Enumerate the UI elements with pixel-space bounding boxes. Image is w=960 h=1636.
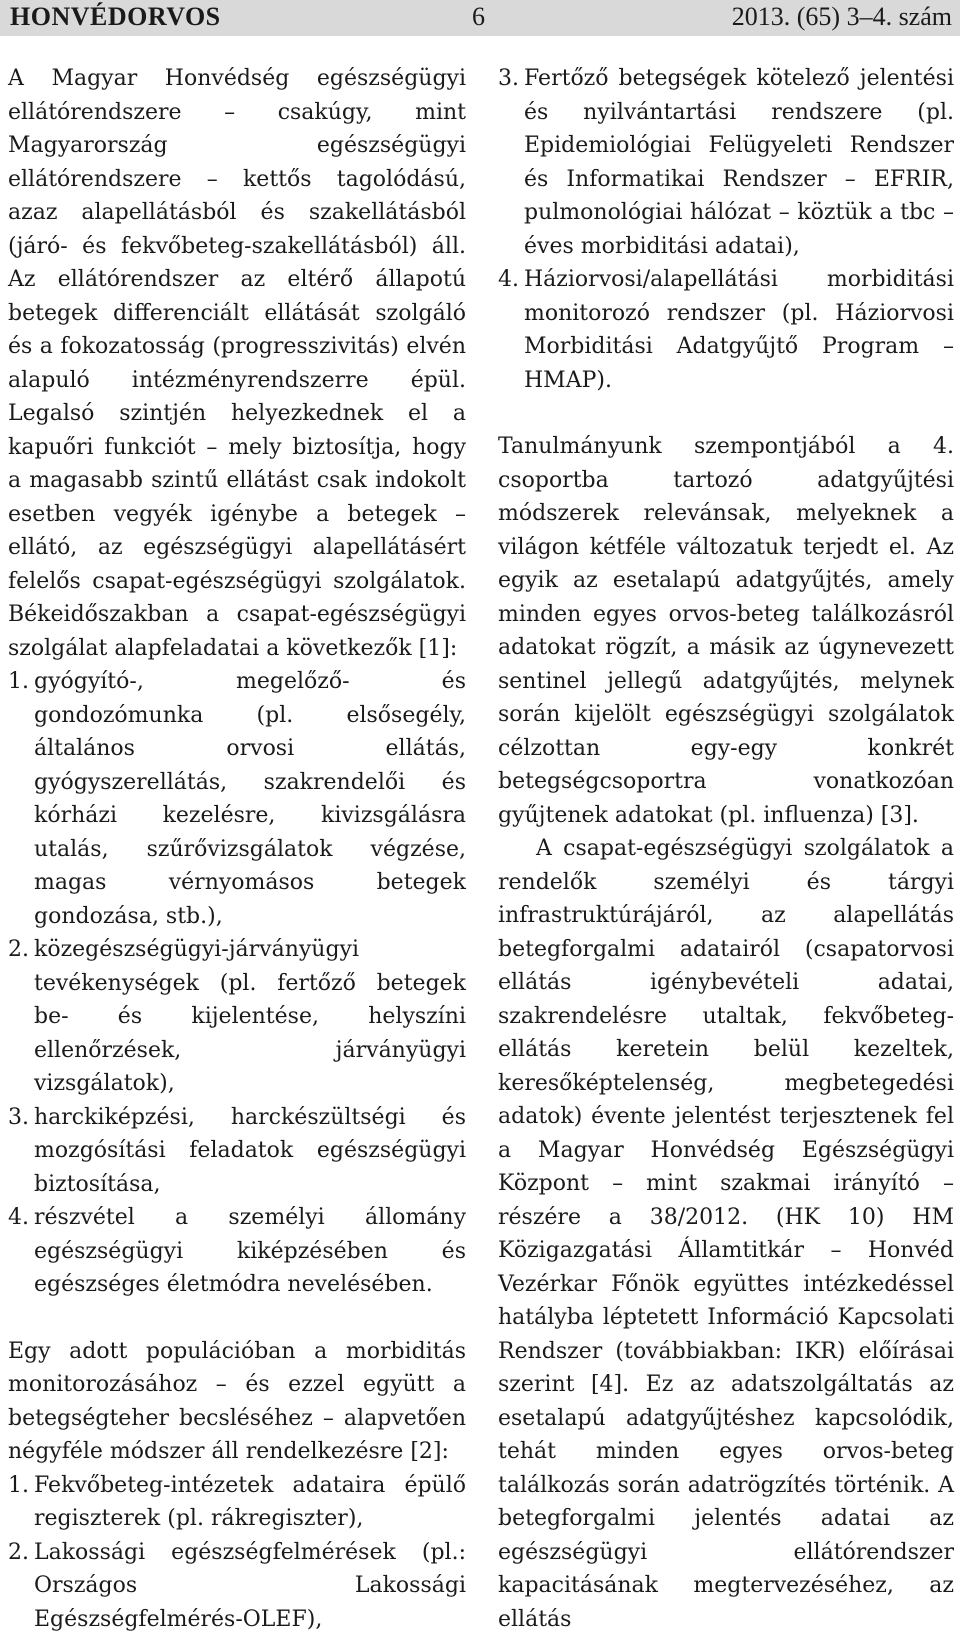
list-item: 2. közegészségügyi-járványügyi tevékenységek (pl. fertőző betegek be- és kijelentése, helyszíni ellenőrzések, járványügyi vizsgálatok),: [8, 933, 466, 1101]
list-item: 1. gyógyító-, megelőző- és gondozómunka (pl. elsősegély, általános orvosi ellátás, gyógyszerellátás, szakrendelői és kórházi kezelésre, kivizsgálásra utalás, szűrővizsgálatok végzése, magas vérnyomásos betegek gondozása, stb.),: [8, 665, 466, 933]
list-item: 3. Fertőző betegségek kötelező jelentési és nyilvántartási rendszere (pl. Epidemiológiai Felügyeleti Rendszer és Informatikai Rendszer – EFRIR, pulmonológiai hálózat – köztük a tbc – éves morbiditási adatai),: [498, 62, 954, 263]
reporting-paragraph: A csapat-egészségügyi szolgálatok a rendelők személyi és tárgyi infrastruktúrájáról, az alapellátás betegforgalmi adatairól (csapatorvosi ellátás igénybevételi adatai, szakrendelésre utaltak, fekvőbeteg-ellátás keretein belül kezeltek, keresőképtelenség, megbetegedési adatok) évente jelentést terjesztenek fel a Magyar Honvédség Egészségügyi Központ – mint szakmai irányító – részére a 38/2012. (HK 10) HM Közigazgatási Államtitkár – Honvéd Vezérkar Főnök együttes intézkedéssel hatályba léptetett Információ Kapcsolati Rendszer (továbbiakban: IKR) előírásai szerint [4]. Ez az adatszolgáltatás az esetalapú adatgyűjtéshez kapcsolódik, tehát minden egyes orvos-beteg találkozás során adatrögzítés történik. A betegforgalmi jelentés adatai az egészségügyi ellátórendszer kapacitásának megtervezéséhez, az ellátás: [498, 832, 954, 1636]
methods-list: [8, 1469, 466, 1636]
issue-info: 2013. (65) 3–4. szám: [732, 2, 952, 32]
tasks-list: [8, 665, 466, 1302]
study-paragraph: Tanulmányunk szempontjából a 4. csoportba tartozó adatgyűjtési módszerek relevánsak, melyeknek a világon kétféle változatuk terjedt el. Az egyik az esetalapú adatgyűjtés, amely minden egyes orvos-beteg találkozásról adatokat rögzít, a másik az úgynevezett sentinel jellegű adatgyűjtés, melynek során kijelölt egészségügyi szolgálatok célzottan egy-egy konkrét betegségcsoportra vonatkozóan gyűjtenek adatokat (pl. influenza) [3].: [498, 430, 954, 832]
list-item: 4. részvétel a személyi állomány egészségügyi kiképzésében és egészséges életmódra nevelésében.: [8, 1201, 466, 1302]
list-item: 4. Háziorvosi/alapellátási morbiditási monitorozó rendszer (pl. Háziorvosi Morbiditási Adatgyűjtő Program – HMAP).: [498, 263, 954, 397]
list-item: 3. harckiképzési, harckészültségi és mozgósítási feladatok egészségügyi biztosítása,: [8, 1101, 466, 1202]
intro-paragraph: A Magyar Honvédség egészségügyi ellátórendszere – csakúgy, mint Magyarország egészségügyi ellátórendszere – kettős tagolódású, azaz alapellátásból és szakellátásból (járó- és fekvőbeteg-szakellátásból) áll. Az ellátórendszer az eltérő állapotú betegek differenciált ellátását szolgáló és a fokozatosság (progresszivitás) elvén alapuló intézményrendszerre épül. Legalsó szintjén helyezkednek el a kapuőri funkciót – mely biztosítja, hogy a magasabb szintű ellátást csak indokolt esetben vegyék igénybe a betegek – ellátó, az egészségügyi alapellátásért felelős csapat-egészségügyi szolgálatok. Békeidőszakban a csapat-egészségügyi szolgálat alapfeladatai a következők [1]:: [8, 62, 466, 665]
methods-list-continued: [498, 62, 954, 397]
list-item: 2. Lakossági egészségfelmérések (pl.: Országos Lakossági Egészségfelmérés-OLEF),: [8, 1536, 466, 1636]
left-column: [8, 62, 466, 1636]
right-column: [498, 62, 954, 1636]
running-header: [0, 0, 960, 36]
list-item: 1. Fekvőbeteg-intézetek adataira épülő regiszterek (pl. rákregiszter),: [8, 1469, 466, 1536]
methods-paragraph: Egy adott populációban a morbiditás monitorozásához – és ezzel együtt a betegségteher becsléséhez – alapvetően négyféle módszer áll rendelkezésre [2]:: [8, 1335, 466, 1469]
journal-title: HONVÉDORVOS: [10, 2, 221, 32]
page-number: 6: [472, 2, 485, 32]
